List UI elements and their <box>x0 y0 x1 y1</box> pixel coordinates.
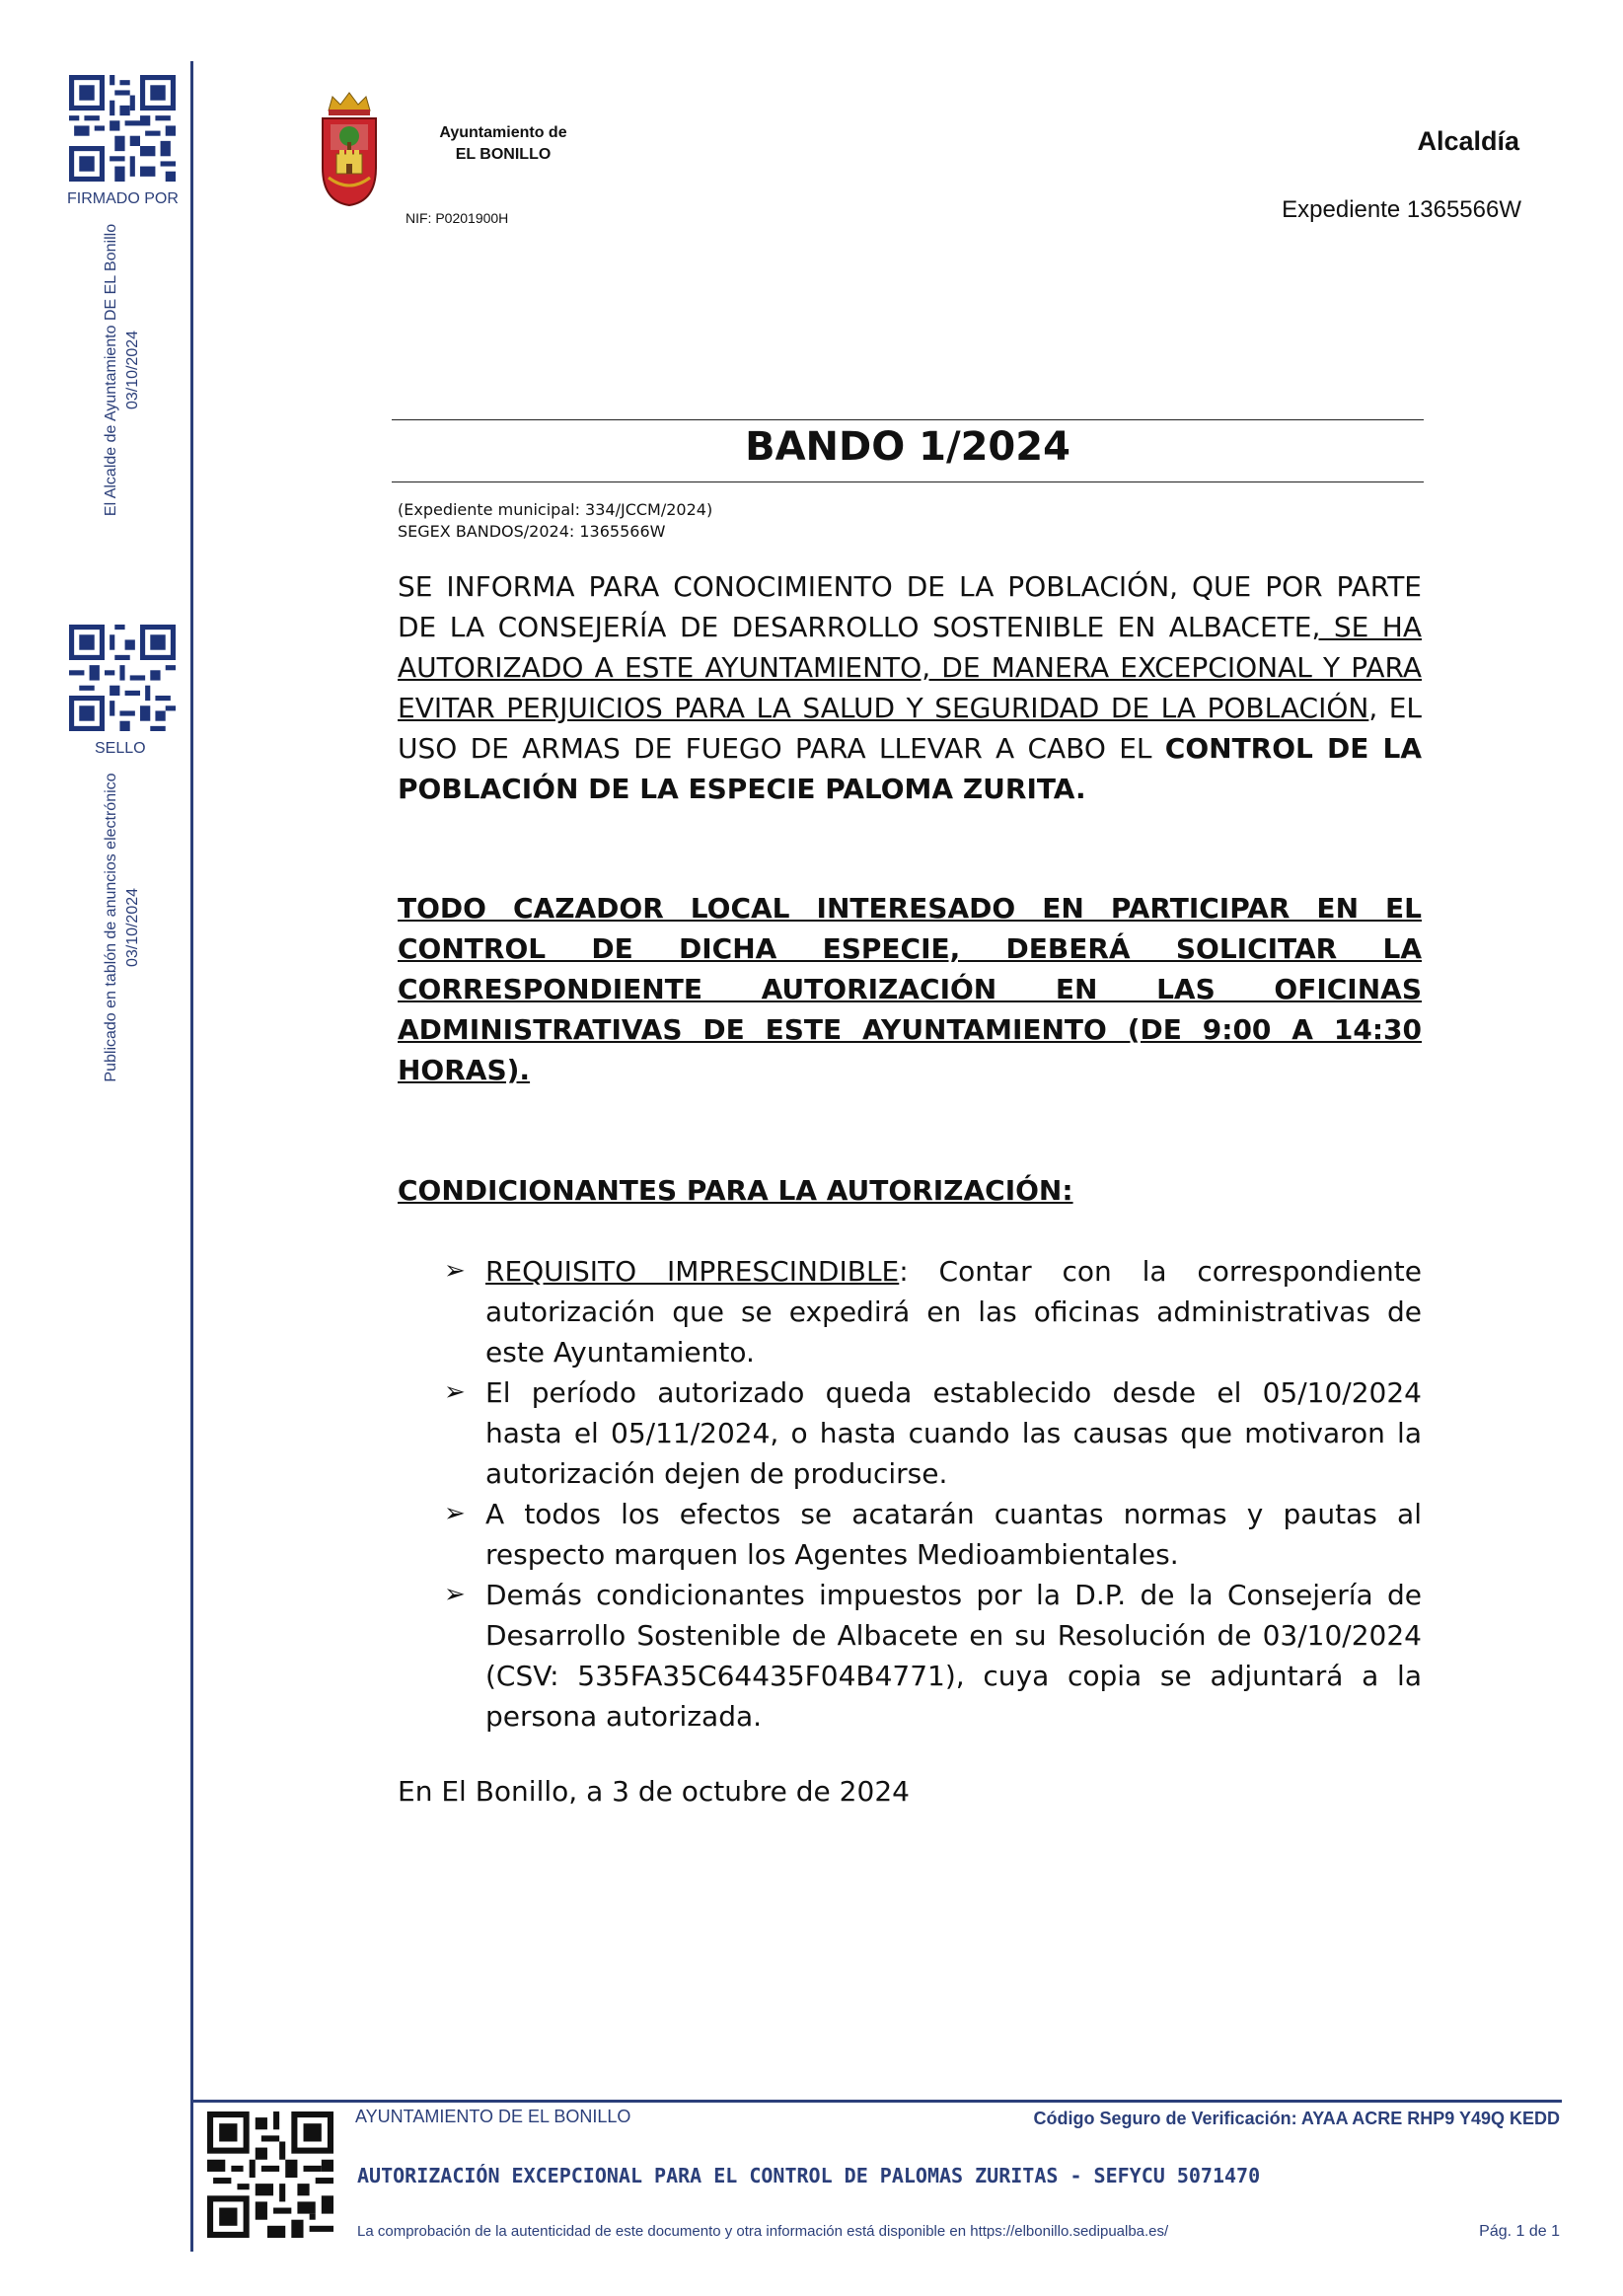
footer-organization: AYUNTAMIENTO DE EL BONILLO <box>355 2107 631 2126</box>
arrow-bullet-icon: ➢ <box>444 1377 466 1407</box>
page-number: Pág. 1 de 1 <box>1479 2223 1560 2240</box>
title-rule-bottom <box>392 481 1424 482</box>
publication-vertical-text: Publicado en tablón de anuncios electrónico 03/10/2024 <box>103 773 141 1082</box>
list-item: ➢ REQUISITO IMPRESCINDIBLE: Contar con la correspondiente autorización que se expedirá en las oficinas administrativas de este Ayuntamiento. <box>444 1251 1422 1372</box>
department-label: Alcaldía <box>1417 126 1519 156</box>
seal-label: SELLO <box>95 740 146 757</box>
margin-rule <box>190 61 193 2252</box>
authenticity-note: La comprobación de la autenticidad de este documento y otra información está disponible en https://elbonillo.sedipualba.es/ <box>357 2223 1169 2240</box>
list-item: ➢ A todos los efectos se acatarán cuantas normas y pautas al respecto marquen los Agentes Medioambientales. <box>444 1494 1422 1575</box>
signer-vertical-text: El Alcalde de Ayuntamiento DE EL Bonillo 03/10/2024 <box>103 223 141 517</box>
segex-ref: SEGEX BANDOS/2024: 1365566W <box>398 522 666 541</box>
list-item: ➢ El período autorizado queda establecido desde el 05/10/2024 hasta el 05/11/2024, o hasta cuando las causas que motivaron la autorización dejen de producirse. <box>444 1372 1422 1494</box>
title-rule-top <box>392 419 1424 420</box>
municipal-coat-of-arms-icon <box>317 91 382 207</box>
document-subject: AUTORIZACIÓN EXCEPCIONAL PARA EL CONTROL DE PALOMAS ZURITAS - SEFYCU 5071470 <box>357 2164 1261 2187</box>
verification-code: Código Seguro de Verificación: AYAA ACRE RHP9 Y49Q KEDD <box>1033 2109 1560 2128</box>
page-title: BANDO 1/2024 <box>745 424 1070 470</box>
organization-name: Ayuntamiento de EL BONILLO <box>439 124 567 163</box>
nif: NIF: P0201900H <box>406 210 509 226</box>
conditions-list <box>444 1251 1422 1737</box>
verification-qr-code <box>207 2111 333 2238</box>
hunter-instructions-paragraph: TODO CAZADOR LOCAL INTERESADO EN PARTICIPAR EN EL CONTROL DE DICHA ESPECIE, DEBERÁ SOLICITAR LA CORRESPONDIENTE AUTORIZACIÓN EN LAS OFICINAS ADMINISTRATIVAS DE ESTE AYUNTAMIENTO (DE 9:00 A 14:30 HORAS). <box>398 892 1422 1086</box>
arrow-bullet-icon: ➢ <box>444 1580 466 1609</box>
announcement-paragraph: SE INFORMA PARA CONOCIMIENTO DE LA POBLACIÓN, QUE POR PARTE DE LA CONSEJERÍA DE DESARROLLO SOSTENIBLE EN ALBACETE, SE HA AUTORIZADO A ESTE AYUNTAMIENTO, DE MANERA EXCEPCIONAL Y PARA EVITAR PERJUICIOS PARA LA SALUD Y SEGURIDAD DE LA POBLACIÓN, EL USO DE ARMAS DE FUEGO PARA LLEVAR A CABO EL CONTROL DE LA POBLACIÓN DE LA ESPECIE PALOMA ZURITA. <box>398 570 1422 805</box>
signature-qr-code <box>69 75 176 182</box>
seal-qr-code <box>69 625 176 731</box>
conditions-heading: CONDICIONANTES PARA LA AUTORIZACIÓN: <box>398 1174 1073 1207</box>
reference-block <box>398 499 712 543</box>
arrow-bullet-icon: ➢ <box>444 1256 466 1286</box>
municipal-file-ref: (Expediente municipal: 334/JCCM/2024) <box>398 500 713 519</box>
arrow-bullet-icon: ➢ <box>444 1499 466 1528</box>
place-and-date: En El Bonillo, a 3 de octubre de 2024 <box>398 1775 910 1808</box>
expediente-number: Expediente 1365566W <box>1282 196 1521 223</box>
list-item: ➢ Demás condicionantes impuestos por la D.P. de la Consejería de Desarrollo Sostenible de Albacete en su Resolución de 03/10/2024 (CSV: 535FA35C64435F04B4771), cuya copia se adjuntará a la persona autorizada. <box>444 1575 1422 1737</box>
footer-rule <box>193 2100 1562 2103</box>
signed-by-label: FIRMADO POR <box>67 190 179 207</box>
